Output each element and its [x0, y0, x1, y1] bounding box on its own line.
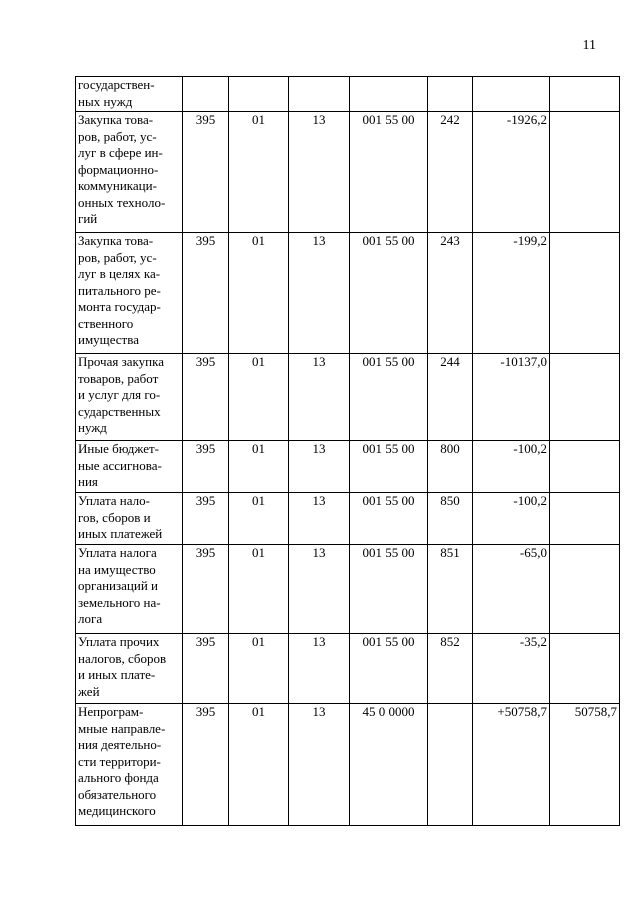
- row-change: -100,2: [473, 493, 550, 545]
- row-subsection: 13: [289, 354, 350, 441]
- table-row: [76, 634, 620, 704]
- page-number: 11: [582, 38, 596, 53]
- row-total: [550, 233, 620, 354]
- row-name: Прочая закупка товаров, работ и услуг для го- сударственных нужд: [76, 354, 183, 441]
- row-total: [550, 441, 620, 493]
- row-subsection: [289, 77, 350, 112]
- row-target: 001 55 00: [350, 634, 428, 704]
- row-code: 395: [183, 112, 229, 233]
- row-name: государствен- ных нужд: [76, 77, 183, 112]
- row-target: 001 55 00: [350, 233, 428, 354]
- row-name: Закупка това- ров, работ, ус- луг в целях ка- питального ре- монта государ- ственного имущества: [76, 233, 183, 354]
- row-subsection: 13: [289, 441, 350, 493]
- row-section: 01: [229, 354, 289, 441]
- row-code: 395: [183, 493, 229, 545]
- row-total: [550, 634, 620, 704]
- row-target: 001 55 00: [350, 112, 428, 233]
- row-code: 395: [183, 704, 229, 826]
- row-code: 395: [183, 441, 229, 493]
- row-total: [550, 493, 620, 545]
- row-code: 395: [183, 545, 229, 634]
- row-target: 001 55 00: [350, 354, 428, 441]
- row-code: 395: [183, 233, 229, 354]
- row-subsection: 13: [289, 545, 350, 634]
- table-row: [76, 493, 620, 545]
- row-kind: [428, 77, 473, 112]
- table-row: [76, 354, 620, 441]
- row-name: Уплата налога на имущество организаций и земельного на- лога: [76, 545, 183, 634]
- row-total: [550, 77, 620, 112]
- table-row: [76, 441, 620, 493]
- row-section: 01: [229, 493, 289, 545]
- row-kind: 242: [428, 112, 473, 233]
- row-section: 01: [229, 441, 289, 493]
- row-change: -100,2: [473, 441, 550, 493]
- row-change: -35,2: [473, 634, 550, 704]
- row-subsection: 13: [289, 112, 350, 233]
- row-name: Уплата нало- гов, сборов и иных платежей: [76, 493, 183, 545]
- row-kind: 851: [428, 545, 473, 634]
- table-row: [76, 233, 620, 354]
- table-row: [76, 704, 620, 826]
- row-total: [550, 545, 620, 634]
- row-total: [550, 112, 620, 233]
- row-total: 50758,7: [550, 704, 620, 826]
- row-subsection: 13: [289, 493, 350, 545]
- row-change: +50758,7: [473, 704, 550, 826]
- row-section: [229, 77, 289, 112]
- row-change: -1926,2: [473, 112, 550, 233]
- table-row: [76, 545, 620, 634]
- budget-table: [75, 76, 620, 826]
- row-change: -199,2: [473, 233, 550, 354]
- row-section: 01: [229, 545, 289, 634]
- row-name: Непрограм- мные направле- ния деятельно- сти территори- ального фонда обязательного медицинского: [76, 704, 183, 826]
- row-code: 395: [183, 634, 229, 704]
- row-target: [350, 77, 428, 112]
- row-change: -65,0: [473, 545, 550, 634]
- row-code: 395: [183, 354, 229, 441]
- table-row: [76, 112, 620, 233]
- table-row: [76, 77, 620, 112]
- row-change: [473, 77, 550, 112]
- row-name: Закупка това- ров, работ, ус- луг в сфере ин- формационно- коммуникаци- онных техноло- гий: [76, 112, 183, 233]
- row-change: -10137,0: [473, 354, 550, 441]
- row-target: 001 55 00: [350, 493, 428, 545]
- row-target: 001 55 00: [350, 441, 428, 493]
- row-section: 01: [229, 233, 289, 354]
- row-target: 001 55 00: [350, 545, 428, 634]
- row-name: Иные бюджет- ные ассигнова- ния: [76, 441, 183, 493]
- row-subsection: 13: [289, 704, 350, 826]
- row-code: [183, 77, 229, 112]
- row-section: 01: [229, 704, 289, 826]
- row-kind: 800: [428, 441, 473, 493]
- row-kind: [428, 704, 473, 826]
- row-kind: 243: [428, 233, 473, 354]
- row-name: Уплата прочих налогов, сборов и иных плате- жей: [76, 634, 183, 704]
- row-subsection: 13: [289, 634, 350, 704]
- row-section: 01: [229, 112, 289, 233]
- row-kind: 852: [428, 634, 473, 704]
- row-kind: 244: [428, 354, 473, 441]
- row-kind: 850: [428, 493, 473, 545]
- row-target: 45 0 0000: [350, 704, 428, 826]
- row-total: [550, 354, 620, 441]
- row-section: 01: [229, 634, 289, 704]
- row-subsection: 13: [289, 233, 350, 354]
